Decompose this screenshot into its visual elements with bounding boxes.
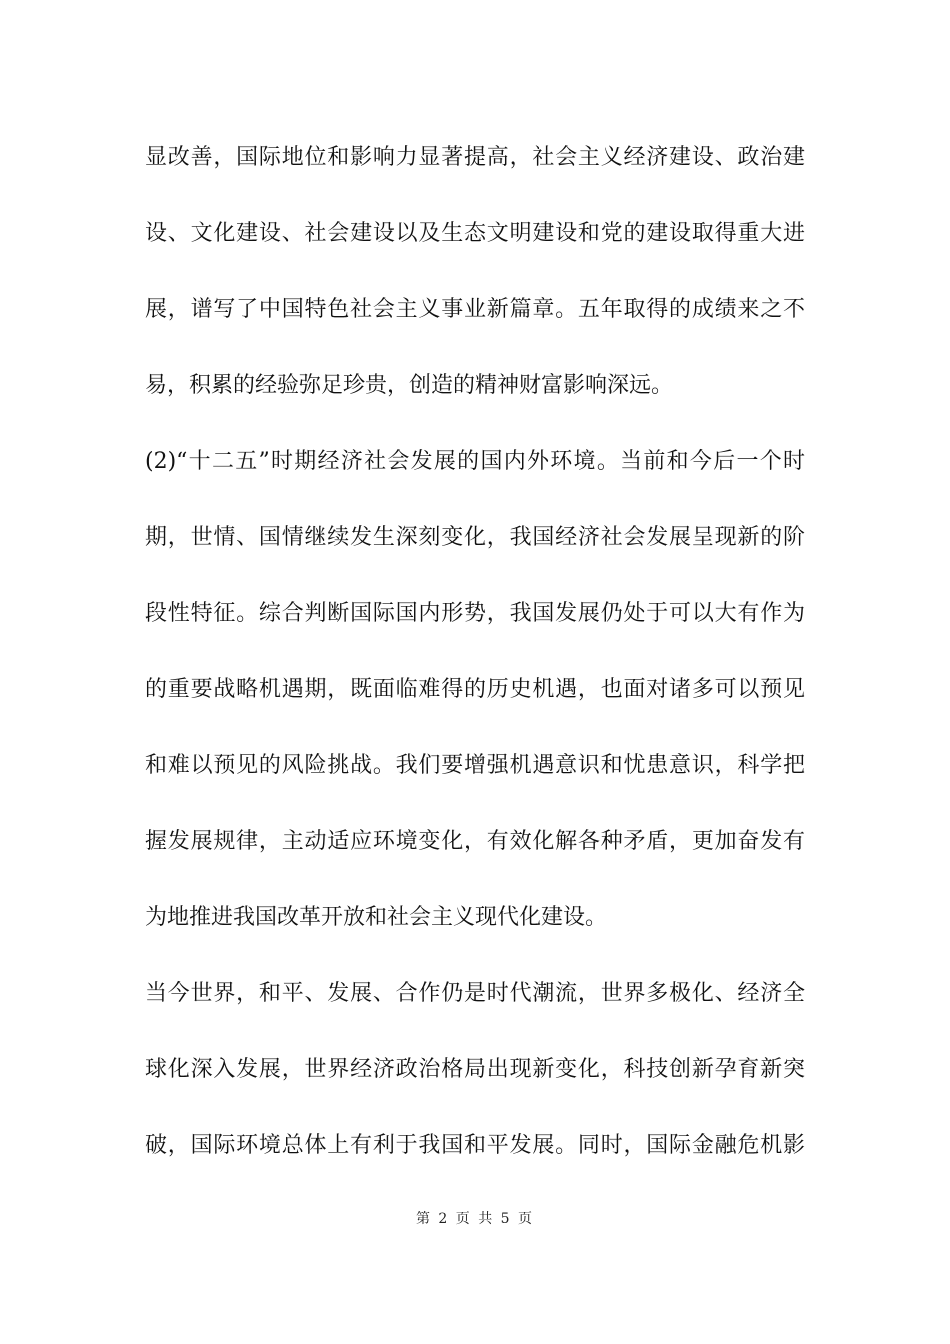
text-line: 展，谱写了中国特色社会主义事业新篇章。五年取得的成绩来之不 xyxy=(145,297,805,322)
text-line: 和难以预见的风险挑战。我们要增强机遇意识和忧患意识，科学把 xyxy=(145,753,805,778)
text-line: 球化深入发展，世界经济政治格局出现新变化，科技创新孕育新突 xyxy=(145,1057,805,1082)
text-line: 段性特征。综合判断国际国内形势，我国发展仍处于可以大有作为 xyxy=(145,601,805,626)
text-line: (2)“十二五”时期经济社会发展的国内外环境。当前和今后一个时 xyxy=(145,449,805,474)
text-line: 显改善，国际地位和影响力显著提高，社会主义经济建设、政治建 xyxy=(145,145,805,170)
text-line: 为地推进我国改革开放和社会主义现代化建设。 xyxy=(145,905,608,930)
text-line: 的重要战略机遇期，既面临难得的历史机遇，也面对诸多可以预见 xyxy=(145,677,805,702)
text-line: 设、文化建设、社会建设以及生态文明建设和党的建设取得重大进 xyxy=(145,221,805,246)
page-number-footer: 第 2 页 共 5 页 xyxy=(415,1211,535,1227)
text-line: 当今世界，和平、发展、合作仍是时代潮流，世界多极化、经济全 xyxy=(145,981,805,1006)
text-line: 握发展规律，主动适应环境变化，有效化解各种矛盾，更加奋发有 xyxy=(145,829,805,854)
text-line: 期，世情、国情继续发生深刻变化，我国经济社会发展呈现新的阶 xyxy=(145,525,805,550)
text-line: 易，积累的经验弥足珍贵，创造的精神财富影响深远。 xyxy=(145,373,674,398)
text-line: 破，国际环境总体上有利于我国和平发展。同时，国际金融危机影 xyxy=(145,1133,805,1158)
body-text xyxy=(145,138,805,1202)
